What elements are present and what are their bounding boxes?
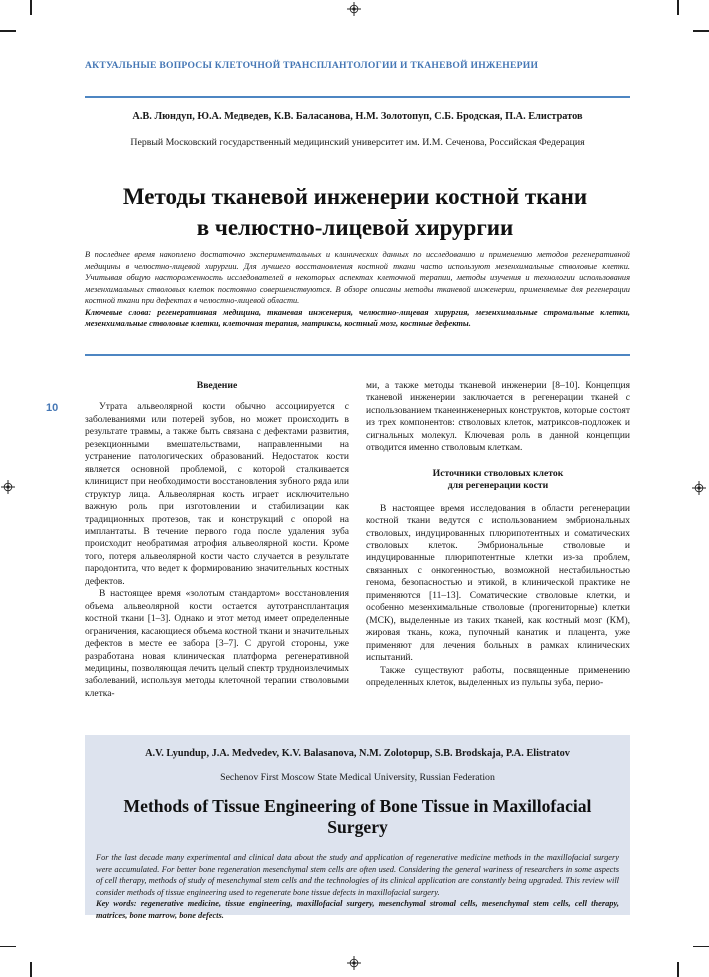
- registration-mark-icon: [347, 2, 361, 16]
- crop-mark: [30, 962, 32, 977]
- body-paragraph: Также существуют работы, посвященные применению определенных клеток, выделенных из пульпы зуба, перио-: [366, 665, 630, 688]
- authors-en: A.V. Lyundup, J.A. Medvedev, K.V. Balasanova, N.M. Zolotopup, S.B. Brodskaja, P.A. Elistratov: [145, 748, 570, 759]
- abstract-en-text: For the last decade many experimental and clinical data about the study and application of regenerative medicine methods in the maxillofacial surgery were accumulated. For better bone regeneration mesenchymal stem cells are often used. Considering the general wariness of researchers in some aspects of cell therapy, methods of study of mesenchymal stem cells and the technologies of its clinical application are constantly being upgraded. This review will consider methods of tissue engineering used to regenerate bone tissue defects in maxillofacial surgery.: [96, 853, 619, 897]
- affiliation-en: Sechenov First Moscow State Medical University, Russian Federation: [220, 772, 495, 783]
- keywords-ru: Ключевые слова: регенеративная медицина, тканевая инженерия, челюстно-лицевая хирургия, мезенхимальные стромальные клетки, мезенхимальные стволовые клетки, клеточная терапия, матриксы, костный мозг, костные дефекты.: [85, 307, 630, 328]
- right-column: [366, 380, 630, 700]
- keywords-en: Key words: regenerative medicine, tissue engineering, maxillofacial surgery, mesenchymal stromal cells, mesenchymal stem cells, cell therapy, matrices, bone marrow, bone defects.: [96, 899, 619, 920]
- crop-mark: [693, 946, 709, 948]
- article-title-ru-line2: в челюстно-лицевой хирургии: [196, 215, 514, 241]
- crop-mark: [30, 0, 32, 15]
- body-paragraph: В настоящее время «золотым стандартом» восстановления объема альвеолярной кости остается аутотрансплантация костной ткани [1–3]. Однако и этот метод имеет определенные ограничения, касающиеся объема костной ткани и значительных дефектов в месте ее забора [3–7]. С другой стороны, уже разработана новая клиническая платформа регенеративной медицины, позволяющая лечить целый спектр трудноизлечимых заболеваний, используя методы клеточной терапии стволовыми клетка-: [85, 589, 349, 699]
- registration-mark-icon: [692, 481, 706, 495]
- english-abstract-box: [85, 735, 630, 920]
- abstract-rule: [85, 354, 630, 356]
- section-heading-introduction: Введение: [196, 380, 238, 391]
- affiliation-ru: Первый Московский государственный медицинский университет им. И.М. Сеченова, Российская Федерация: [130, 137, 585, 148]
- article-title-ru-line1: Методы тканевой инженерии костной ткани: [122, 184, 588, 210]
- abstract-ru-block: [85, 249, 630, 338]
- crop-mark: [0, 30, 16, 32]
- body-paragraph: В настоящее время исследования в области регенерации костной ткани ведутся с использованием эмбриональных стволовых, индуцированных плюрипотентных и соматических стволовых клеток. Эмбриональные стволовые и индуцированные плюрипотентные клетки из-за проблем, связанных с онкогенностью, возможной нестабильностью генома, безопасностью и этикой, в клинической практике не применяются [11–13]. Соматические стволовые клетки, и особенно мезенхимальные стволовые (прогениторные) клетки (МСК), выделенные из таких тканей, как костный мозг (КМ), жировая ткань, кожа, пупочный канатик и плацента, уже применяют для лечения больных в рамках клинических испытаний.: [366, 503, 630, 664]
- article-title-en: Methods of Tissue Engineering of Bone Tissue in Maxillofacial Surgery: [123, 796, 592, 837]
- crop-mark: [0, 946, 16, 948]
- page-number: 10: [46, 402, 59, 414]
- section-heading-stem-cell-sources: [366, 468, 630, 493]
- crop-mark: [677, 962, 679, 977]
- authors-ru: А.В. Люндуп, Ю.А. Медведев, К.В. Баласанова, Н.М. Золотопуп, С.Б. Бродская, П.А. Елистратов: [132, 111, 583, 122]
- article-body: [85, 380, 630, 700]
- section-heading-line2: для регенерации кости: [447, 480, 549, 492]
- registration-mark-icon: [347, 956, 361, 970]
- crop-mark: [677, 0, 679, 15]
- abstract-ru-text: В последнее время накоплено достаточно экспериментальных и клинических данных по исследованию и применению методов регенеративной медицины в челюстно-лицевой хирургии. Для лучшего восстановления костной ткани часто используют мезенхимальные стволовые клетки. Учитывая общую настороженность исследователей в некоторых аспектах клеточной терапии, методы изучения и технологии использования мезенхимальных стволовых клеток постоянно совершенствуются. В обзоре описаны методы тканевой инженерии, применяемые для регенерации костной ткани при дефектах в челюстно-лицевой области.: [85, 250, 630, 305]
- crop-mark: [693, 30, 709, 32]
- running-head: АКТУАЛЬНЫЕ ВОПРОСЫ КЛЕТОЧНОЙ ТРАНСПЛАНТОЛОГИИ И ТКАНЕВОЙ ИНЖЕНЕРИИ: [85, 60, 539, 71]
- body-paragraph: Утрата альвеолярной кости обычно ассоциируется с заболеваниями или потерей зубов, но может происходить в результате травмы, а также быть связана с дефектами развития, резекционными вмешательствами, направленными на устранение патологических образований. Недостаток кости является основной проблемой, с которой сталкивается клиницист при необходимости восстановления зубного ряда или структур лица. Альвеолярная кость играет исключительно важную роль при изготовлении и стабилизации как традиционных протезов, так и конструкций с опорой на имплантаты. В течение первого года после удаления зуба происходит необратимая атрофия альвеолярной кости. Кроме того, потеря альвеолярной кости часто случается в результате пародонтита, что ведет к формированию значительных костных дефектов.: [85, 402, 349, 587]
- section-heading-line1: Источники стволовых клеток: [432, 467, 564, 479]
- registration-mark-icon: [1, 480, 15, 494]
- article-title-ru: [60, 181, 650, 243]
- left-column: [85, 380, 349, 700]
- header-rule: [85, 96, 630, 98]
- body-paragraph: ми, а также методы тканевой инженерии [8–10]. Концепция тканевой инженерии заключается в регенерации тканей с использованием тканеинженерных конструктов, которые состоят из трех компонентов: стволовых клеток, матриксов-подложек и сигнальных молекул. Ключевая роль в данной концепции отводится именно стволовым клеткам.: [366, 381, 630, 454]
